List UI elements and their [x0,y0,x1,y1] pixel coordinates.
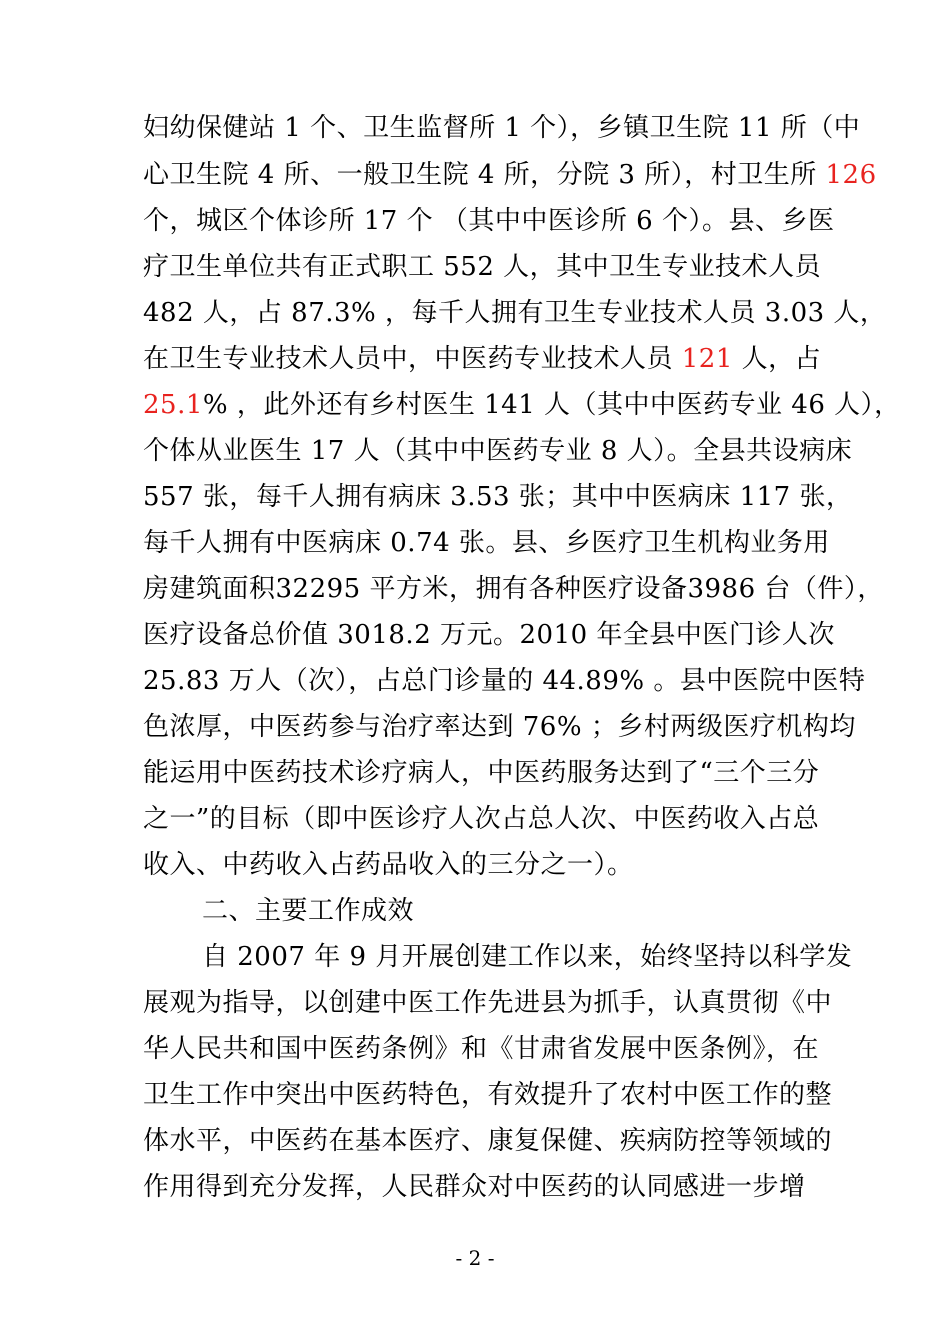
text-line: 体水平，中医药在基本医疗、康复保健、疾病防控等领域的 [143,1126,833,1156]
highlighted-number: 121 [681,344,733,374]
text-line: 25.83 万人（次），占总门诊量的 44.89% 。县中医院中医特 [143,666,866,696]
text-line: 482 人，占 87.3% ，每千人拥有卫生专业技术人员 3.03 人， [143,298,887,328]
text-line [143,337,822,381]
highlighted-number: 126 [825,160,877,190]
text-span: 心卫生院 4 所、一般卫生院 4 所，分院 3 所），村卫生所 [143,160,826,190]
text-line: 每千人拥有中医病床 0.74 张。县、乡医疗卫生机构业务用 [143,528,830,558]
text-span: 人，占 [732,344,822,374]
text-span: 在卫生专业技术人员中，中医药专业技术人员 [143,344,682,374]
text-line: 疗卫生单位共有正式职工 552 人，其中卫生专业技术人员 [143,252,822,282]
text-line: 房建筑面积32295 平方米，拥有各种医疗设备3986 台（件）， [143,574,884,604]
text-line: 之一”的目标（即中医诊疗人次占总人次、中医药收入占总 [143,804,820,834]
text-line [143,153,877,197]
text-line: 作用得到充分发挥，人民群众对中医药的认同感进一步增 [143,1172,806,1202]
text-span: % ，此外还有乡村医生 141 人（其中中医药专业 46 人）， [202,390,901,420]
text-line: 自 2007 年 9 月开展创建工作以来，始终坚持以科学发 [202,942,853,972]
text-line: 557 张，每千人拥有病床 3.53 张；其中中医病床 117 张， [143,482,853,512]
page-number: - 2 - [455,1246,495,1270]
text-line: 展观为指导，以创建中医工作先进县为抓手，认真贯彻《中 [143,988,833,1018]
text-line [143,383,901,427]
text-line: 个，城区个体诊所 17 个 （其中中医诊所 6 个）。县、乡医 [143,206,835,236]
text-line: 个体从业医生 17 人（其中中医药专业 8 人）。全县共设病床 [143,436,853,466]
text-line: 卫生工作中突出中医药特色，有效提升了农村中医工作的整 [143,1080,833,1110]
text-line: 收入、中药收入占药品收入的三分之一）。 [143,850,634,880]
text-line: 能运用中医药技术诊疗病人，中医药服务达到了“三个三分 [143,758,820,788]
text-line: 色浓厚，中医药参与治疗率达到 76% ；乡村两级医疗机构均 [143,712,856,742]
text-line: 华人民共和国中医药条例》和《甘肃省发展中医条例》，在 [143,1034,820,1064]
section-heading: 二、主要工作成效 [202,896,415,926]
text-line: 妇幼保健站 1 个、卫生监督所 1 个），乡镇卫生院 11 所（中 [143,113,861,143]
text-line: 医疗设备总价值 3018.2 万元。2010 年全县中医门诊人次 [143,620,835,650]
highlighted-number: 25.1 [143,390,203,420]
